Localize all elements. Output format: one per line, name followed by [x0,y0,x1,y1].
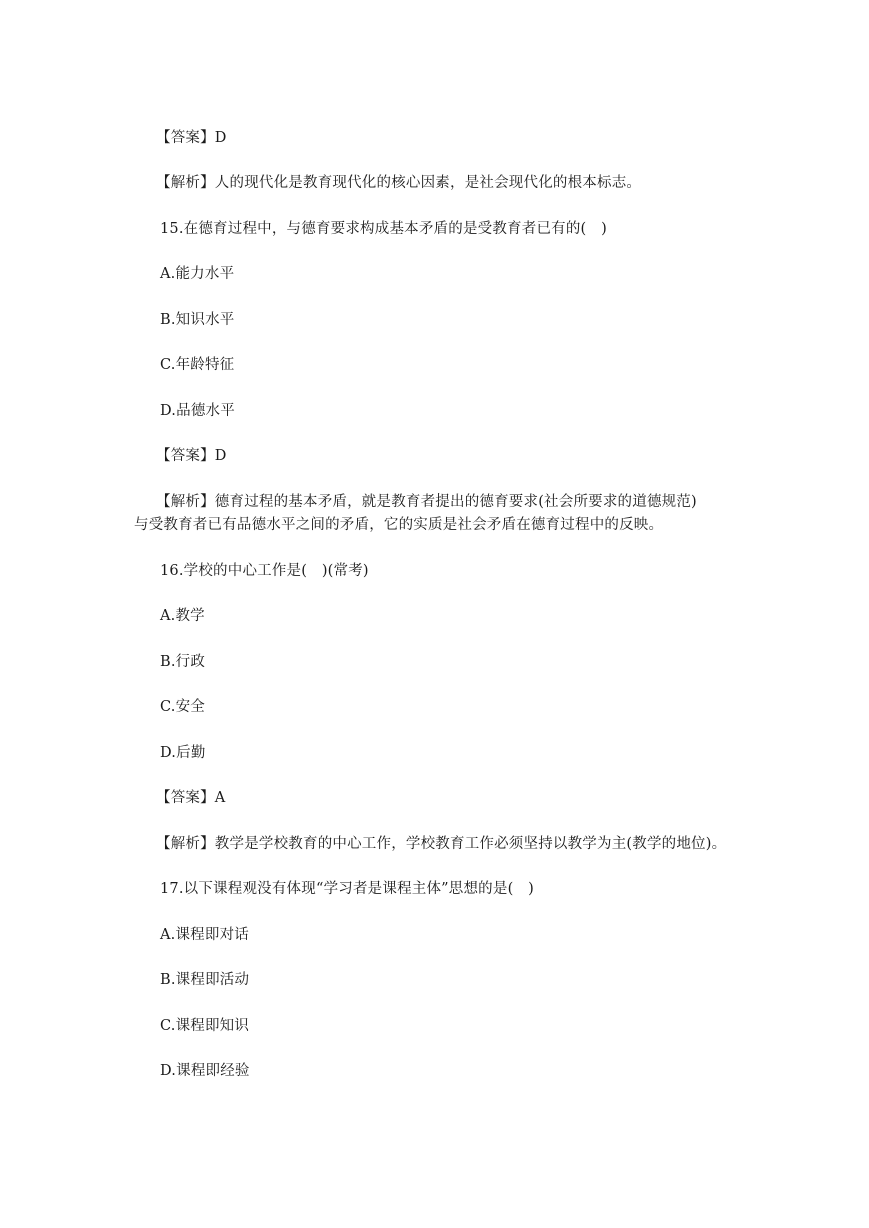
option-15-c: C.年龄特征 [160,357,235,373]
option-16-b: B.行政 [160,654,206,670]
explanation-15-line-1: 【解析】德育过程的基本矛盾，就是教育者提出的德育要求(社会所要求的道德规范) [156,494,697,510]
explanation-16: 【解析】教学是学校教育的中心工作，学校教育工作必须坚持以教学为主(教学的地位)。 [156,836,727,852]
answer-14: 【答案】D [156,130,227,146]
question-16: 16.学校的中心工作是( )(常考) [160,563,369,579]
answer-16: 【答案】A [156,790,226,806]
question-15: 15.在德育过程中，与德育要求构成基本矛盾的是受教育者已有的( ) [160,221,607,237]
option-17-b: B.课程即活动 [160,972,250,988]
option-16-a: A.教学 [160,608,205,624]
answer-15: 【答案】D [156,448,227,464]
option-16-d: D.后勤 [160,745,206,761]
option-17-d: D.课程即经验 [160,1063,250,1079]
option-15-b: B.知识水平 [160,312,235,328]
explanation-15-line-2: 与受教育者已有品德水平之间的矛盾，它的实质是社会矛盾在德育过程中的反映。 [134,517,664,533]
option-17-c: C.课程即知识 [160,1018,250,1034]
option-17-a: A.课程即对话 [160,927,249,943]
explanation-14: 【解析】人的现代化是教育现代化的核心因素，是社会现代化的根本标志。 [156,175,642,191]
question-17: 17.以下课程观没有体现“学习者是课程主体”思想的是( ) [160,881,534,897]
option-16-c: C.安全 [160,699,205,715]
option-15-d: D.品德水平 [160,403,235,419]
option-15-a: A.能力水平 [160,266,235,282]
